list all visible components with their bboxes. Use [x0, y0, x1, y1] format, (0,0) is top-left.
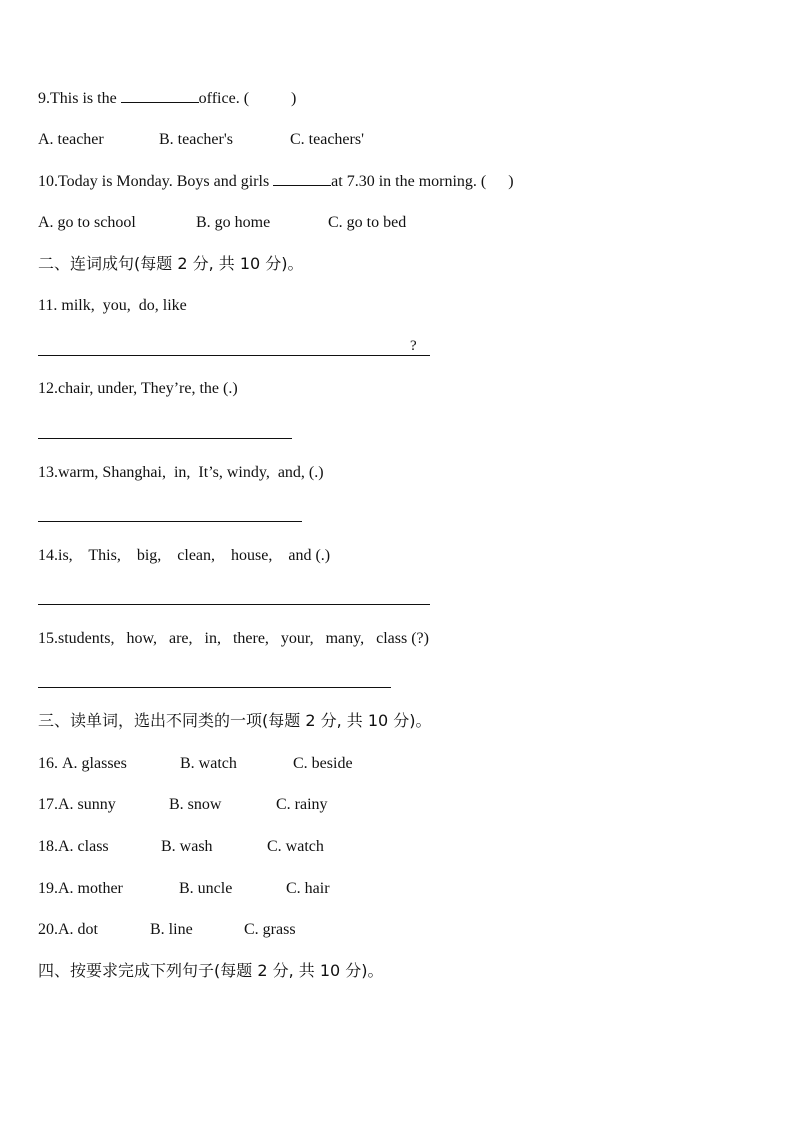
option-a[interactable]: A. mother	[58, 880, 123, 897]
answer-line-14[interactable]	[38, 604, 430, 605]
option-b[interactable]: B. line	[150, 921, 193, 938]
section-3-heading: 三、读单词，选出不同类的一项(每题 2 分, 共 10 分)。	[38, 711, 432, 730]
answer-line-12[interactable]	[38, 438, 292, 439]
section-4-heading: 四、按要求完成下列句子(每题 2 分, 共 10 分)。	[38, 961, 384, 980]
answer-line-13[interactable]	[38, 521, 302, 522]
section-2-heading: 二、连词成句(每题 2 分, 共 10 分)。	[38, 254, 304, 273]
option-b[interactable]: B. teacher's	[159, 131, 233, 148]
answer-blank[interactable]	[121, 88, 199, 103]
option-c[interactable]: C. grass	[244, 921, 296, 938]
question-11: 11. milk, you, do, like	[38, 297, 187, 314]
option-a[interactable]: A. glasses	[62, 755, 127, 772]
option-b[interactable]: B. uncle	[179, 880, 233, 897]
question-18: 18.A. class B. wash C. watch	[38, 838, 324, 855]
option-a[interactable]: A. teacher	[38, 131, 104, 148]
question-10: 10.Today is Monday. Boys and girls at 7.30 in the morning. ( )	[38, 173, 514, 190]
question-20: 20.A. dot B. line C. grass	[38, 921, 296, 938]
question-16: 16. A. glasses B. watch C. beside	[38, 755, 353, 772]
question-10-options	[38, 213, 406, 233]
option-c[interactable]: C. go to bed	[328, 214, 407, 231]
question-12: 12.chair, under, They’re, the (.)	[38, 380, 238, 397]
option-b[interactable]: B. snow	[169, 796, 222, 813]
answer-blank[interactable]	[273, 171, 331, 186]
question-17: 17.A. sunny B. snow C. rainy	[38, 796, 328, 813]
option-b[interactable]: B. wash	[161, 838, 213, 855]
option-b[interactable]: B. watch	[180, 755, 237, 772]
option-a[interactable]: A. go to school	[38, 214, 136, 231]
answer-line-11[interactable]	[38, 355, 430, 356]
option-b[interactable]: B. go home	[196, 214, 271, 231]
option-a[interactable]: A. dot	[58, 921, 98, 938]
answer-line-15[interactable]	[38, 687, 391, 688]
option-c[interactable]: C. beside	[293, 755, 353, 772]
option-a[interactable]: A. class	[58, 838, 109, 855]
option-c[interactable]: C. teachers'	[290, 131, 364, 148]
question-19: 19.A. mother B. uncle C. hair	[38, 880, 330, 897]
question-9-options	[38, 130, 364, 150]
question-9: 9.This is the office. ( )	[38, 90, 297, 107]
option-a[interactable]: A. sunny	[58, 796, 116, 813]
option-c[interactable]: C. watch	[267, 838, 324, 855]
option-c[interactable]: C. hair	[286, 880, 330, 897]
question-13: 13.warm, Shanghai, in, It’s, windy, and, (.)	[38, 464, 324, 481]
question-14: 14.is, This, big, clean, house, and (.)	[38, 547, 331, 564]
question-15: 15.students, how, are, in, there, your, many, class (?)	[38, 630, 429, 647]
option-c[interactable]: C. rainy	[276, 796, 328, 813]
question-mark: ?	[410, 338, 417, 354]
